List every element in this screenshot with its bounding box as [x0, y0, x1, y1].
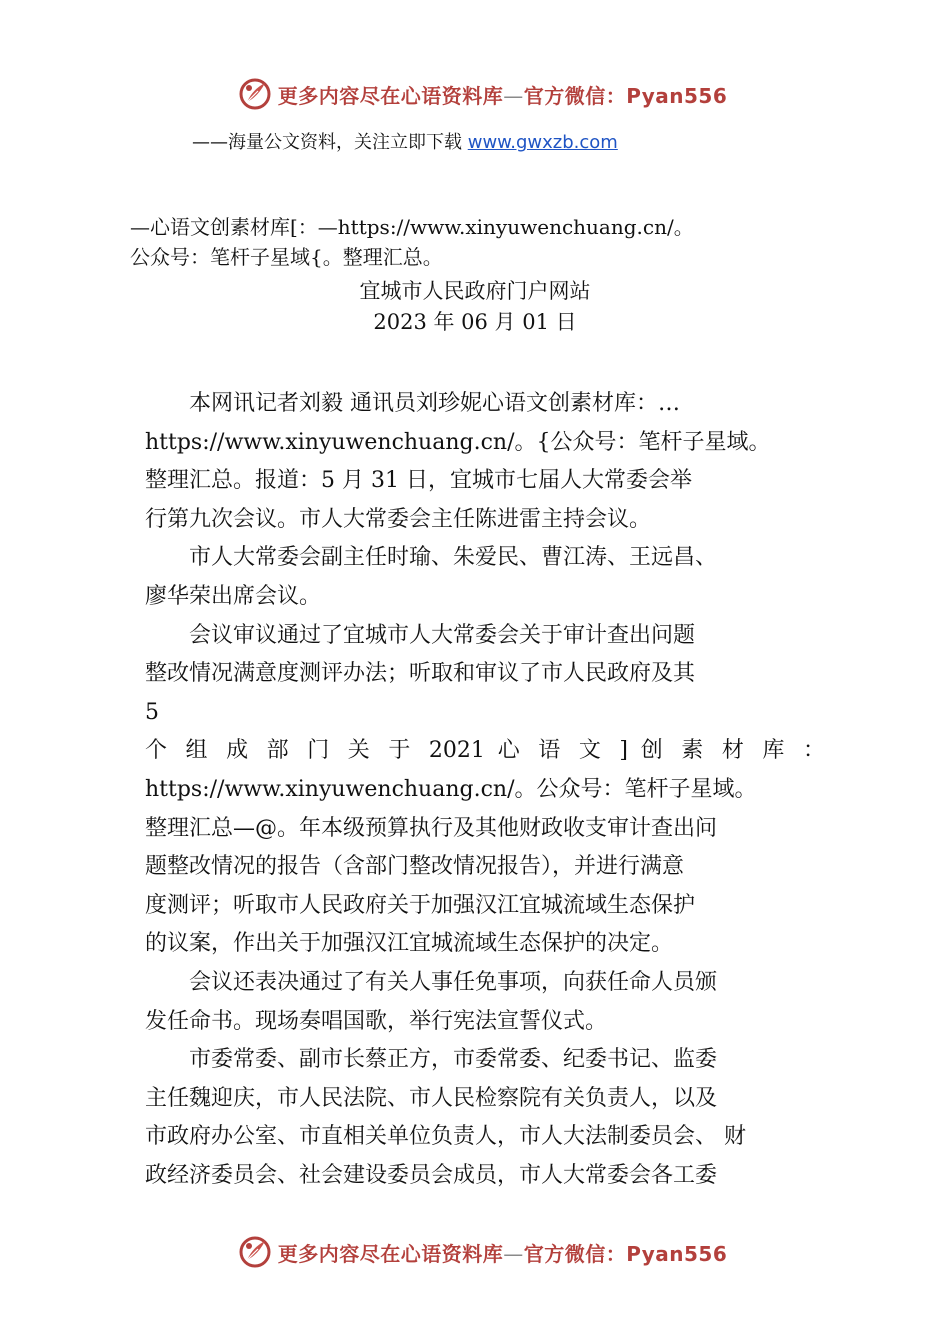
article-body — [145, 385, 825, 1195]
body-line: 廖华荣出席会议。 — [145, 583, 322, 609]
header-source-line: —心语文创素材库[：—https://www.xinyuwenchuang.cn/。 — [130, 215, 694, 239]
body-line: 主任魏迎庆，市人民法院、市人民检察院有关负责人，以及 — [145, 1085, 718, 1111]
banner-main-text: 更多内容尽在心语资料库 — [277, 1241, 504, 1266]
banner-dash: — — [503, 83, 524, 108]
sub-banner-text: ——海量公文资料，关注立即下载 — [192, 132, 462, 153]
sub-banner — [192, 128, 618, 154]
bottom-banner — [0, 1230, 950, 1274]
body-line: 会议还表决通过了有关人事任免事项，向获任命人员颁 — [145, 969, 718, 995]
body-line: 市人大常委会副主任时瑜、朱爱民、曹江涛、王远昌、 — [145, 545, 718, 571]
body-line: 整改情况满意度测评办法；听取和审议了市人民政府及其 — [145, 661, 696, 687]
body-line: 个 组 成 部 门 关 于 2021 心 语 文 ] 创 素 材 库 ： — [145, 738, 825, 764]
publish-date: 2023 年 06 月 01 日 — [373, 310, 577, 334]
body-line: 行第九次会议。市人大常委会主任陈进雷主持会议。 — [145, 506, 652, 532]
body-line: 会议审议通过了宜城市人大常委会关于审计查出问题 — [145, 622, 696, 648]
sub-banner-link[interactable]: www.gwxzb.com — [467, 132, 618, 153]
banner-wechat-id: Pyan556 — [626, 83, 728, 108]
body-line: 度测评；听取市人民政府关于加强汉江宜城流域生态保护 — [145, 892, 696, 918]
banner-wechat-label: 官方微信： — [523, 1241, 627, 1266]
banner-main-text: 更多内容尽在心语资料库 — [277, 83, 504, 108]
body-line: 题整改情况的报告（含部门整改情况报告），并进行满意 — [145, 854, 685, 880]
banner-text — [278, 80, 728, 109]
body-line: 整理汇总—@。年本级预算执行及其他财政收支审计查出问 — [145, 815, 718, 841]
body-line: 政经济委员会、社会建设委员会成员，市人大常委会各工委 — [145, 1162, 718, 1188]
body-line: 市政府办公室、市直相关单位负责人，市人大法制委员会、 财 — [145, 1124, 746, 1150]
quill-logo-icon — [238, 1235, 272, 1269]
banner-wechat-label: 官方微信： — [523, 83, 627, 108]
body-line: 本网讯记者刘毅 通讯员刘珍妮心语文创素材库：… — [145, 391, 680, 416]
site-title: 宜城市人民政府门户网站 — [359, 279, 591, 303]
banner-dash: — — [503, 1241, 524, 1266]
body-line: 整理汇总。报道：5 月 31 日，宜城市七届人大常委会举 — [145, 468, 692, 494]
body-line: 5 — [145, 699, 159, 725]
banner-wechat-id: Pyan556 — [626, 1241, 728, 1266]
top-banner — [0, 72, 950, 116]
header-account-line: 公众号：笔杆子星域{。整理汇总。 — [130, 245, 443, 269]
quill-logo-icon — [238, 77, 272, 111]
body-line: 的议案，作出关于加强汉江宜城流域生态保护的决定。 — [145, 931, 674, 957]
body-line: https://www.xinyuwenchuang.cn/。{公众号：笔杆子星域。 — [145, 429, 771, 455]
body-line: 发任命书。现场奏唱国歌，举行宪法宣誓仪式。 — [145, 1008, 608, 1034]
body-line: 市委常委、副市长蔡正方，市委常委、纪委书记、监委 — [145, 1047, 718, 1073]
banner-text — [278, 1238, 728, 1267]
body-line: https://www.xinyuwenchuang.cn/。公众号：笔杆子星域。 — [145, 776, 757, 802]
